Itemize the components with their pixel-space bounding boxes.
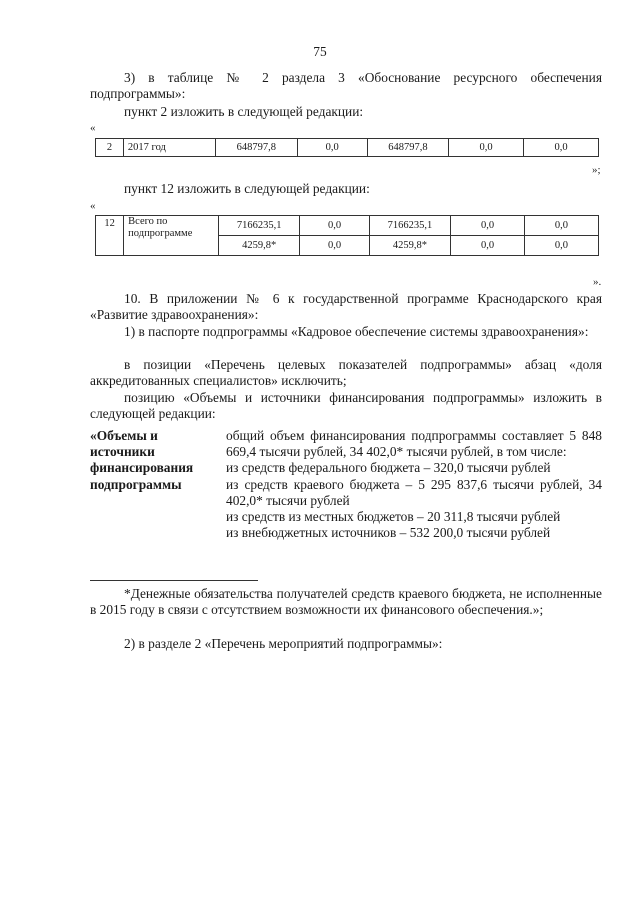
- table2-close: ».: [593, 276, 602, 288]
- table-cell: 4259,8*: [369, 236, 450, 256]
- table-cell: 648797,8: [216, 139, 297, 157]
- funding-values: [226, 428, 602, 541]
- item2-heading: пункт 2 изложить в следующей редакции:: [124, 104, 364, 119]
- table-cell: 648797,8: [367, 139, 448, 157]
- funding-label: «Объемы и источники финансирования подпрограммы: [90, 428, 194, 492]
- table-cell: 0,0: [451, 236, 525, 256]
- paragraph-section2: 2) в разделе 2 «Перечень мероприятий подпрограммы»:: [124, 636, 443, 651]
- table-cell: 0,0: [297, 139, 367, 157]
- table-cell: Всего по подпрограмме: [124, 216, 219, 256]
- table-row: [96, 139, 599, 157]
- table-cell: 4259,8*: [219, 236, 300, 256]
- table-item-12: [95, 215, 599, 256]
- table-cell: 2017 год: [123, 139, 215, 157]
- table1-close: »;: [592, 164, 601, 176]
- table-cell: 0,0: [300, 216, 369, 236]
- footnote: *Денежные обязательства получателей средств краевого бюджета, не исполненные в 2015 году в связи с отсутствием возможности их финансового обеспечения.»;: [90, 586, 602, 617]
- paragraph-targets: в позиции «Перечень целевых показателей подпрограммы» абзац «доля аккредитованных специалистов» исключить;: [90, 357, 602, 388]
- paragraph-volumes: позицию «Объемы и источники финансирования подпрограммы» изложить в следующей редакции:: [90, 390, 602, 421]
- table-cell: 0,0: [300, 236, 369, 256]
- table-cell: 0,0: [451, 216, 525, 236]
- quote-open-2: «: [90, 200, 96, 212]
- funding-line: общий объем финансирования подпрограммы составляет 5 848 669,4 тысячи рублей, 34 402,0* тысячи рублей, в том числе:: [226, 428, 602, 460]
- paragraph-10: 10. В приложении № 6 к государственной программе Краснодарского края «Развитие здравоохранения»:: [90, 291, 602, 322]
- table-cell: 0,0: [524, 216, 598, 236]
- table-cell: 2: [96, 139, 124, 157]
- table-cell: 0,0: [449, 139, 524, 157]
- paragraph-10-1: 1) в паспорте подпрограммы «Кадровое обеспечение системы здравоохранения»:: [124, 324, 589, 339]
- table-cell: 0,0: [524, 139, 599, 157]
- table-cell: 0,0: [524, 236, 598, 256]
- footnote-separator: [90, 580, 258, 581]
- funding-line: из средств федерального бюджета – 320,0 тысячи рублей: [226, 460, 551, 476]
- intro-paragraph: 3) в таблице № 2 раздела 3 «Обоснование ресурсного обеспечения подпрограммы»:: [90, 70, 602, 101]
- item12-heading: пункт 12 изложить в следующей редакции:: [124, 181, 370, 196]
- page-number: 75: [313, 44, 327, 59]
- funding-line: из средств краевого бюджета – 5 295 837,6 тысячи рублей, 34 402,0* тысячи рублей: [226, 476, 602, 508]
- table-cell: 12: [96, 216, 124, 256]
- funding-line: из средств из местных бюджетов – 20 311,8 тысячи рублей: [226, 509, 561, 525]
- table-row: [96, 216, 599, 236]
- quote-open-1: «: [90, 122, 96, 134]
- table-item-2: [95, 138, 599, 157]
- table-cell: 7166235,1: [219, 216, 300, 236]
- funding-line: из внебюджетных источников – 532 200,0 тысячи рублей: [226, 525, 551, 541]
- table-cell: 7166235,1: [369, 216, 450, 236]
